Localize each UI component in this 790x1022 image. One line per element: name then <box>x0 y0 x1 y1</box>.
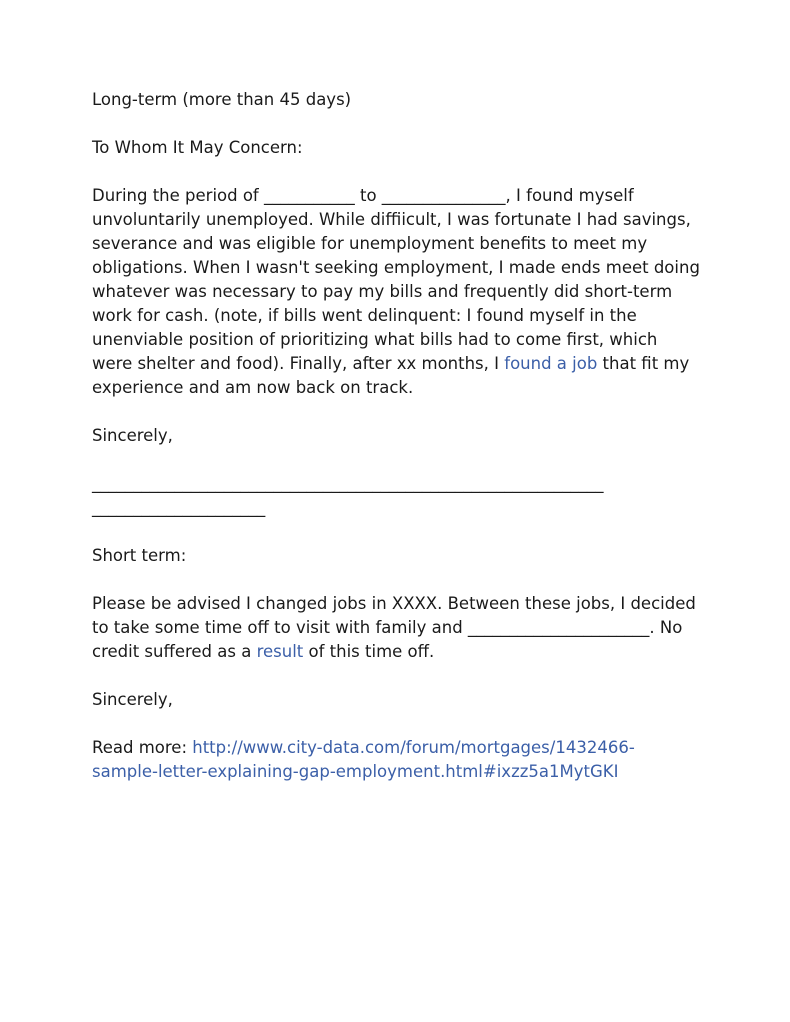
closing-second: Sincerely, <box>92 690 173 709</box>
found-a-job-link[interactable]: found a job <box>504 354 598 373</box>
document-body <box>92 88 700 784</box>
spacer <box>92 712 700 736</box>
read-more-label: Read more: <box>92 738 193 757</box>
spacer <box>92 568 700 592</box>
paragraph-long-term-text-after: that fit my experience and am now back on track. <box>92 354 690 397</box>
paragraph-short-term <box>92 592 700 664</box>
spacer <box>92 664 700 688</box>
spacer <box>92 160 700 184</box>
spacer <box>92 400 700 424</box>
spacer <box>92 448 700 472</box>
heading-short-term: Short term: <box>92 546 187 565</box>
paragraph-long-term-text-before: During the period of ___________ to _______________, I found myself unvoluntarily unemployed. While diffiicult, I was fortunate I had savings, severance and was eligible for unemployment benefits to meet my obligations. When I wasn't seeking employment, I made ends meet doing whatever was necessary to pay my bills and frequently did short-term work for cash. (note, if bills went delinquent: I found myself in the unenviable position of prioritizing what bills had to come first, which were shelter and food). Finally, after xx months, I <box>92 186 700 373</box>
source-url-link[interactable]: http://www.city-data.com/forum/mortgages/1432466-sample-letter-explaining-gap-employment.html#ixzz5a1MytGKI <box>92 738 635 781</box>
paragraph-short-term-text-before: Please be advised I changed jobs in XXXX. Between these jobs, I decided to take some time off to visit with family and ______________________. No credit suffered as a <box>92 594 696 661</box>
read-more-line <box>92 736 700 784</box>
paragraph-long-term <box>92 184 700 400</box>
paragraph-short-term-text-after: of this time off. <box>303 642 435 661</box>
result-link[interactable]: result <box>256 642 304 661</box>
signature-line-short: _____________________ <box>92 498 266 517</box>
signature-line-long: ______________________________________________________________ <box>92 474 604 493</box>
closing-first: Sincerely, <box>92 426 173 445</box>
heading-long-term: Long-term (more than 45 days) <box>92 90 352 109</box>
salutation-first: To Whom It May Concern: <box>92 138 303 157</box>
spacer <box>92 520 700 544</box>
spacer <box>92 112 700 136</box>
